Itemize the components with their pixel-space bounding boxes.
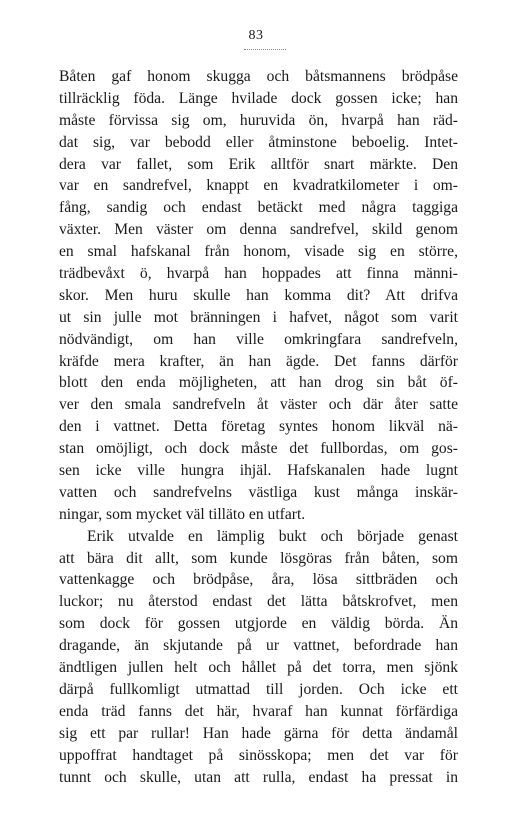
text-line: Erik utvalde en lämplig bukt och började genast	[87, 527, 458, 545]
text-line: trädbevåxt ö, hvarpå han hoppades att finna männi-	[59, 265, 458, 283]
text-line: tunnt och skulle, utan att rulla, endast ha pressat in	[59, 768, 458, 786]
body-text	[59, 66, 458, 788]
text-line: en smal hafskanal från honom, visade sig en större,	[59, 243, 458, 261]
text-line: som dock för gossen utgjorde en väldig börda. Än	[59, 615, 458, 633]
text-line: ut sin julle mot bränningen i hafvet, något som varit	[59, 308, 458, 326]
text-line: enda träd fanns det här, hvaraf han kunnat förfärdiga	[59, 702, 458, 720]
text-line: ningar, som mycket väl tilläto en utfart.	[59, 505, 306, 523]
header-rule	[244, 49, 286, 50]
text-line: luckor; nu återstod endast det lätta båtskrofvet, men	[59, 593, 458, 611]
text-line: Båten gaf honom skugga och båtsmannens brödpåse	[59, 68, 458, 85]
text-line: tillräcklig föda. Länge hvilade dock gossen icke; han	[59, 89, 458, 107]
text-line: skor. Men huru skulle han komma dit? Att drifva	[59, 286, 458, 304]
text-line: stan omöjligt, och dock måste det fullbordas, om gos-	[59, 440, 458, 458]
text-line: sig ett par rullar! Han hade gärna för detta ändamål	[59, 724, 458, 742]
text-line: sen icke ville hungra ihjäl. Hafskanalen hade lugnt	[59, 462, 458, 480]
text-line: dat sig, var bebodd eller åtminstone beboelig. Intet-	[59, 133, 458, 151]
text-line: blott den enda möjligheten, att han drog sin båt öf-	[59, 374, 458, 392]
text-line: att bära dit allt, som kunde lösgöras från båten, som	[59, 549, 458, 567]
text-line: kräfde mera krafter, än han ägde. Det fanns därför	[59, 352, 458, 370]
text-line: växter. Men väster om denna sandrefvel, skild genom	[59, 221, 458, 239]
text-line: dera var fallet, som Erik alltför snart märkte. Den	[59, 155, 458, 173]
text-line: därpå fullkomligt utmattad till jorden. Och icke ett	[59, 680, 458, 698]
paragraph-2	[59, 526, 458, 789]
text-line: fång, sandig och endast betäckt med några taggiga	[59, 199, 458, 217]
text-line: ver den smala sandrefveln åt väster och där åter satte	[59, 396, 458, 414]
text-line: nödvändigt, om han ville omkringfara sandrefveln,	[59, 330, 458, 348]
text-line: uppoffrat handtaget på sinösskopa; men det var för	[59, 746, 458, 764]
text-line: vatten och sandrefvelns västliga kust många inskär-	[59, 483, 458, 501]
page-number: 83	[248, 28, 264, 43]
text-line: vattenkagge och brödpåse, åra, lösa sittbräden och	[59, 571, 458, 589]
text-line: dragande, än skjutande på ur vattnet, befordrade han	[59, 637, 458, 655]
text-line: var en sandrefvel, knappt en kvadratkilometer i om-	[59, 177, 458, 195]
text-line: måste förvissa sig om, huruvida ön, hvarpå han räd-	[59, 111, 458, 129]
text-line: den i vattnet. Detta företag syntes honom likväl nä-	[59, 418, 458, 436]
paragraph-1	[59, 66, 458, 526]
text-line: ändtligen jullen helt och hållet på det torra, men sjönk	[59, 659, 458, 677]
